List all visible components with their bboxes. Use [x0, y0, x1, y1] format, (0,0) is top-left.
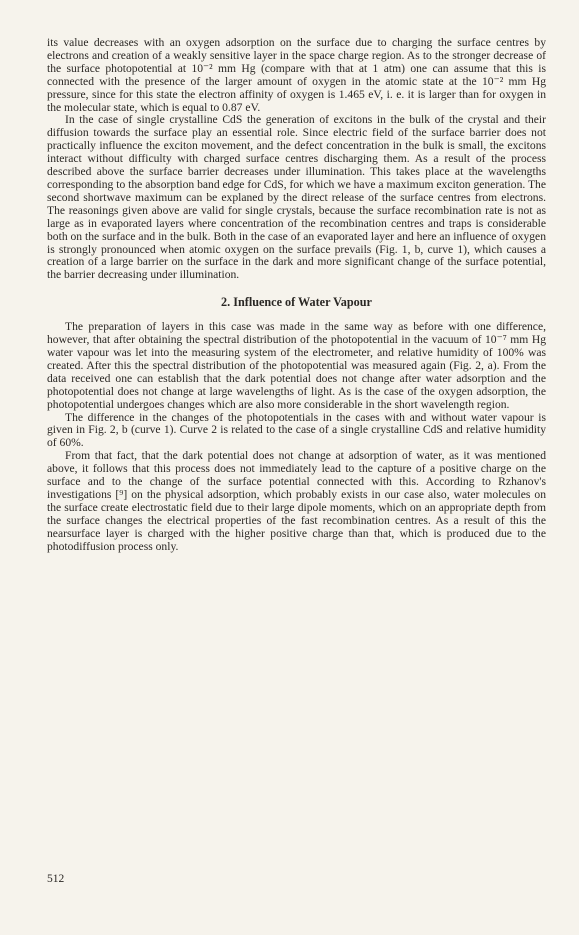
paragraph-single-crystal-cds: In the case of single crystalline CdS the generation of excitons in the bulk of the crystal and their diffusion towards the surface play an essential role. Since electric field of the surface barrier does not practically influence the exciton movement, and the defect concentration in the bulk is small, the excitons interact without difficulty with charged surface centres discharging them. As a result of the process described above the surface barrier decreases under illumination. This takes place at the wavelengths corresponding to the absorption band edge for CdS, for which we have a maximum exciton generation. The second shortwave maximum can be explaned by the direct release of the surface centres from electrons. The reasonings given above are valid for single crystals, because the surface recombination rate is not as large as in evaporated layers where concentration of the recombination centres and traps is considerable both on the surface and in the bulk. Both in the case of an evaporated layer and here an influence of oxygen is strongly pronounced when atomic oxygen on the surface prevails (Fig. 1, b, curve 1), which causes a creation of a large barrier on the surface in the dark and more significant change of the surface potential, the barrier decreasing under illumination.	[47, 113, 546, 282]
paragraph-dark-potential: From that fact, that the dark potential does not change at adsorption of water, as it was mentioned above, it follows that this process does not immediately lead to the capture of a positive charge on the surface and to the change of the surface potential connected with this. According to Rzhanov's investigations [⁹] on the physical adsorption, which probably exists in our case also, water molecules on the surface create electrostatic field due to their large dipole moments, which on an appropriate depth from the surface changes the electrical properties of the fast recombination centres. As a result of this the nearsurface layer is charged with the higher positive charge than that, which is produced due to the photodiffusion process only.	[47, 449, 546, 553]
section-heading-water-vapour: 2. Influence of Water Vapour	[221, 295, 372, 310]
paragraph-oxygen-continuation: its value decreases with an oxygen adsorption on the surface due to charging the surface centres by electrons and creation of a weakly sensitive layer in the space charge region. As to the stronger decrease of the surface photopotential at 10⁻² mm Hg (compare with that at 1 atm) one can assume that this is connected with the presence of the larger amount of oxygen in the atomic state at the 10⁻² mm Hg pressure, since for this state the electron affinity of oxygen is 1.465 eV, i. e. it is larger than for oxygen in the molecular state, which is equal to 0.87 eV.	[47, 36, 546, 114]
page-number: 512	[47, 873, 65, 885]
paragraph-layer-preparation: The preparation of layers in this case was made in the same way as before with one difference, however, that after obtaining the spectral distribution of the photopotential in the vacuum of 10⁻⁷ mm Hg water vapour was let into the measuring system of the electrometer, and relative humidity of 100% was created. After this the spectral distribution of the photopotential was measured again (Fig. 2, a). From the data received one can establish that the dark potential does not change after water adsorption and the photopotential does not change at large wavelengths of light. As is the case of the oxygen adsorption, the photopotential undergoes changes which are also more considerable in the short wavelength region.	[47, 320, 546, 411]
paragraph-photopotential-difference: The difference in the changes of the photopotentials in the cases with and without water vapour is given in Fig. 2, b (curve 1). Curve 2 is related to the case of a single crystalline CdS and relative humidity of 60%.	[47, 410, 546, 450]
